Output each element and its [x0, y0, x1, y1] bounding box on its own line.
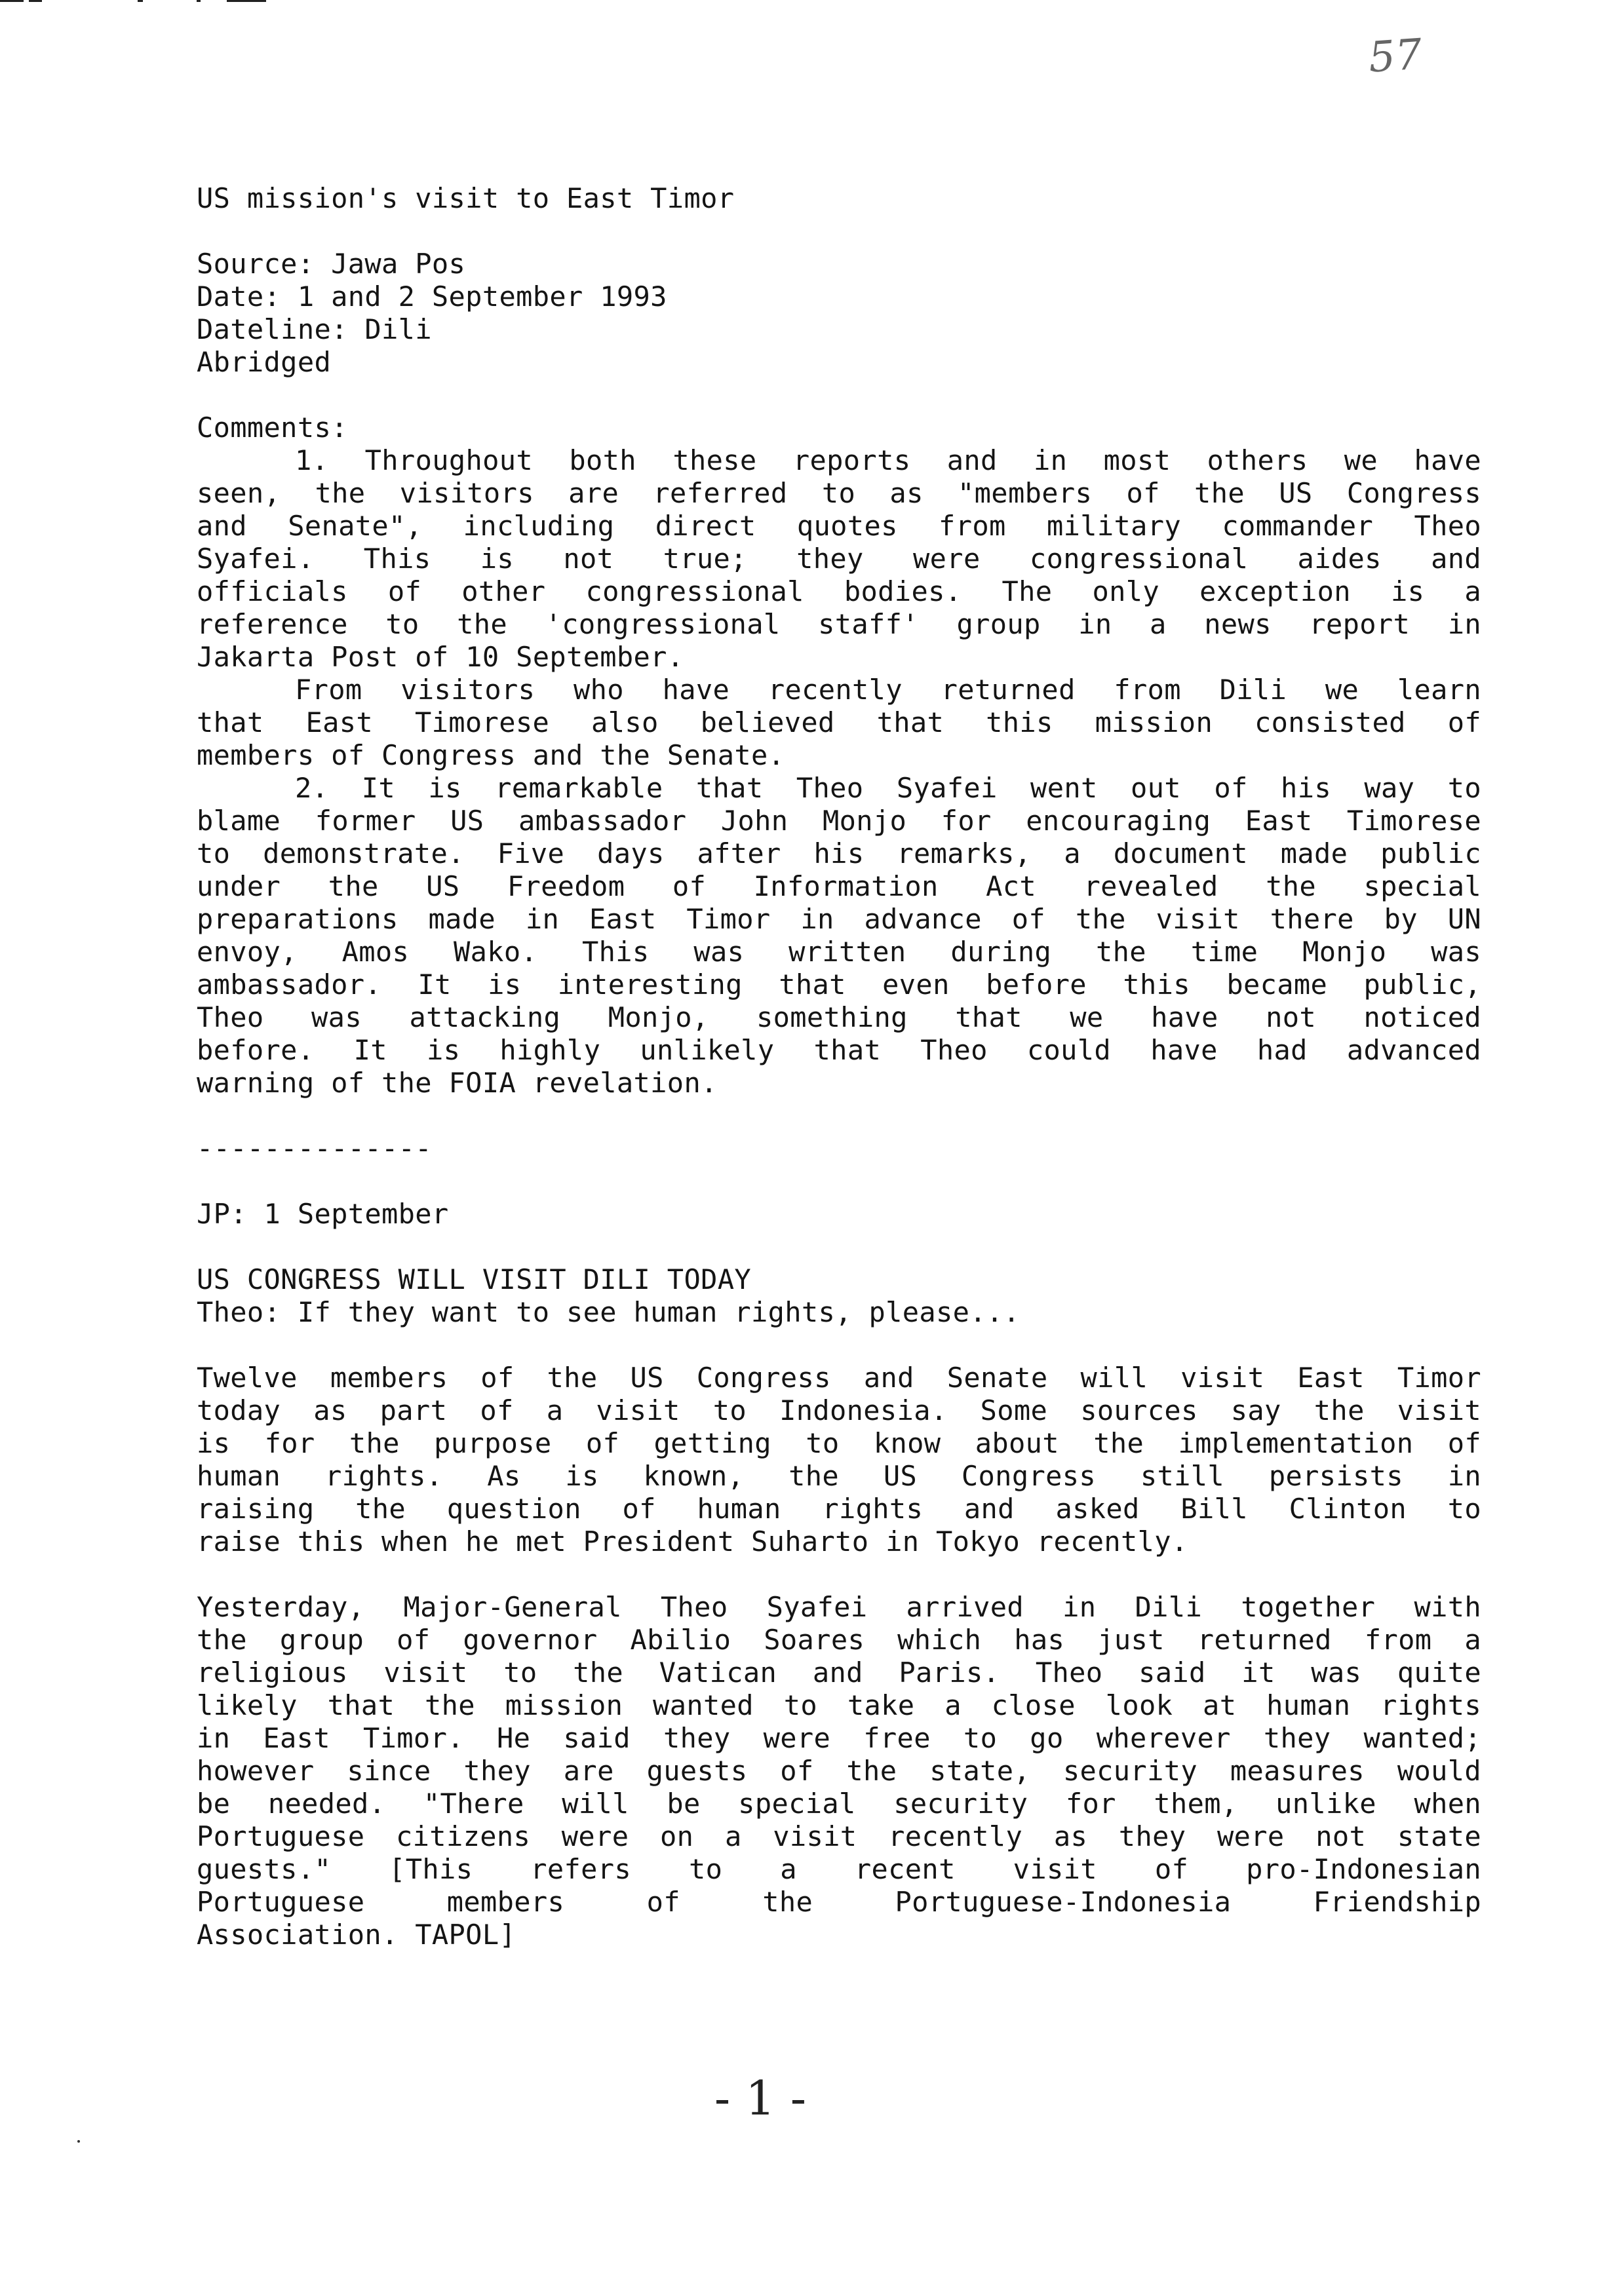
paragraph-line: religious visit to the Vatican and Paris. Theo said it was quite — [197, 1656, 1481, 1689]
paragraph-line: seen, the visitors are referred to as "members of the US Congress — [197, 477, 1481, 509]
report-paragraph-1 — [197, 1362, 1481, 1558]
paragraph-line: 2. It is remarkable that Theo Syafei went out of his way to — [295, 772, 1481, 804]
paragraph-line: guests." [This refers to a recent visit of pro-Indonesian — [197, 1853, 1481, 1885]
paragraph-line: Portuguese members of the Portuguese-Indonesia Friendship — [197, 1886, 1481, 1918]
document-title: US mission's visit to East Timor — [197, 182, 735, 214]
paragraph-line: that East Timorese also believed that this mission consisted of — [197, 706, 1481, 738]
paragraph-line: Theo was attacking Monjo, something that we have not noticed — [197, 1001, 1481, 1033]
paragraph-line: raising the question of human rights and asked Bill Clinton to — [197, 1493, 1481, 1525]
paragraph-line: likely that the mission wanted to take a close look at human rights — [197, 1689, 1481, 1721]
paragraph-line: Jakarta Post of 10 September. — [197, 641, 684, 673]
paragraph-line: envoy, Amos Wako. This was written during the time Monjo was — [197, 936, 1481, 968]
paragraph-line: Twelve members of the US Congress and Senate will visit East Timor — [197, 1362, 1481, 1394]
scan-speck — [77, 2140, 80, 2143]
page-number: - 1 - — [714, 2071, 807, 2126]
dateline-line: Dateline: Dili — [197, 313, 432, 345]
comments-label: Comments: — [197, 411, 348, 444]
news-report — [197, 1198, 1481, 1951]
paragraph-line: From visitors who have recently returned from Dili we learn — [295, 674, 1481, 706]
paragraph-line: the group of governor Abilio Soares which has just returned from a — [197, 1624, 1481, 1656]
paragraph-line: blame former US ambassador John Monjo for encouraging East Timorese — [197, 805, 1481, 837]
comments-paragraph-1 — [197, 444, 1481, 674]
paragraph-line: is for the purpose of getting to know about the implementation of — [197, 1427, 1481, 1459]
report-subheadline: Theo: If they want to see human rights, please... — [197, 1296, 1021, 1328]
paragraph-line: Association. TAPOL] — [197, 1919, 516, 1951]
paragraph-line: raise this when he met President Suharto in Tokyo recently. — [197, 1525, 1188, 1558]
source-line: Source: Jawa Pos — [197, 248, 466, 280]
paragraph-line: 1. Throughout both these reports and in most others we have — [295, 444, 1481, 476]
paragraph-line: Yesterday, Major-General Theo Syafei arrived in Dili together with — [197, 1591, 1481, 1623]
paragraph-line: officials of other congressional bodies. The only exception is a — [197, 575, 1481, 607]
abridged-note: Abridged — [197, 346, 332, 378]
paragraph-line: in East Timor. He said they were free to go wherever they wanted; — [197, 1722, 1481, 1754]
date-line: Date: 1 and 2 September 1993 — [197, 280, 667, 313]
scan-edge-marks — [0, 0, 393, 7]
paragraph-line: however since they are guests of the state, security measures would — [197, 1755, 1481, 1787]
section-separator: -------------- — [197, 1132, 432, 1164]
report-paragraph-2 — [197, 1591, 1481, 1951]
report-source-line: JP: 1 September — [197, 1198, 449, 1230]
paragraph-line: Portuguese citizens were on a visit recently as they were not state — [197, 1820, 1481, 1852]
paragraph-line: ambassador. It is interesting that even before this became public, — [197, 968, 1481, 1001]
paragraph-line: human rights. As is known, the US Congress still persists in — [197, 1460, 1481, 1492]
paragraph-line: under the US Freedom of Information Act revealed the special — [197, 870, 1481, 902]
paragraph-line: be needed. "There will be special security for them, unlike when — [197, 1788, 1481, 1820]
handwritten-page-note: 57 — [1367, 30, 1424, 83]
paragraph-line: reference to the 'congressional staff' group in a news report in — [197, 608, 1481, 640]
report-headline: US CONGRESS WILL VISIT DILI TODAY — [197, 1263, 751, 1295]
paragraph-line: and Senate", including direct quotes from military commander Theo — [197, 510, 1481, 542]
paragraph-line: Syafei. This is not true; they were congressional aides and — [197, 543, 1481, 575]
paragraph-line: today as part of a visit to Indonesia. Some sources say the visit — [197, 1394, 1481, 1426]
paragraph-line: preparations made in East Timor in advance of the visit there by UN — [197, 903, 1481, 935]
comments-paragraph-2 — [197, 674, 1481, 772]
comments-paragraph-3 — [197, 772, 1481, 1100]
document-header — [197, 182, 1481, 379]
paragraph-line: warning of the FOIA revelation. — [197, 1067, 718, 1099]
paragraph-line: to demonstrate. Five days after his remarks, a document made public — [197, 837, 1481, 870]
paragraph-line: members of Congress and the Senate. — [197, 739, 785, 771]
comments-section — [197, 411, 1481, 1100]
document-body — [197, 182, 1481, 1951]
paragraph-line: before. It is highly unlikely that Theo could have had advanced — [197, 1034, 1481, 1066]
